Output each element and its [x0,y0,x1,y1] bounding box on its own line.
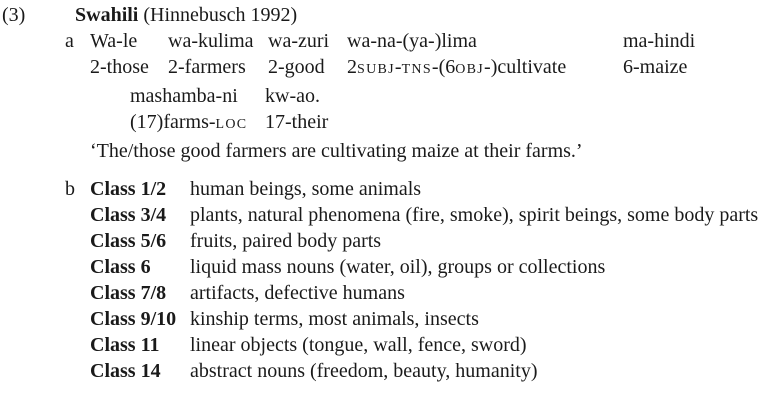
noun-class-description: kinship terms, most animals, insects [190,308,479,330]
gloss-morphemes [130,109,265,138]
interlinear-gloss-table [90,28,695,83]
gloss-object-line [90,28,695,54]
noun-class-row [90,280,766,306]
gloss-word: kw-ao. [265,85,320,107]
noun-class-term: Class 11 [90,334,160,356]
example-item-a [65,28,766,164]
noun-class-description: artifacts, defective humans [190,282,405,304]
gloss-word: ma-hindi [623,30,696,52]
gloss-morphemes: 2-good [268,56,325,78]
gloss-smallcaps-loc: LOC [215,117,248,132]
item-a-body [90,28,766,164]
noun-class-term: Class 14 [90,360,161,382]
gloss-segment: -(6 [431,56,456,78]
item-a-label: a [65,30,74,52]
noun-class-term: Class 9/10 [90,308,177,330]
example-header [75,2,766,28]
gloss-word: wa-na-(ya-)lima [347,30,477,52]
gloss-segment: - [394,56,402,78]
gloss-segment: -)cultivate [484,56,567,78]
gloss-word: mashamba-ni [130,85,238,107]
noun-class-description: fruits, paired body parts [190,230,382,252]
gloss-morphemes: 2-farmers [168,56,246,78]
source-citation: (Hinnebusch 1992) [143,4,298,26]
noun-class-row [90,202,766,228]
noun-class-row [90,358,766,384]
noun-class-term: Class 1/2 [90,178,167,200]
noun-class-row [90,176,766,202]
noun-class-list [90,176,766,384]
gloss-morphemes: 2-those [90,56,149,78]
noun-class-description: linear objects (tongue, wall, fence, sword) [190,334,527,356]
gloss-smallcaps-obj: OBJ [455,62,485,77]
noun-class-term: Class 7/8 [90,282,167,304]
noun-class-description: liquid mass nouns (water, oil), groups or collections [190,256,606,278]
noun-class-row [90,306,766,332]
example-number: (3) [2,4,26,26]
noun-class-row [90,228,766,254]
noun-class-row [90,254,766,280]
language-name: Swahili [75,4,139,26]
interlinear-gloss-continuation [130,83,328,138]
gloss-morpheme-line [130,109,328,138]
gloss-morphemes: 17-their [265,111,329,133]
gloss-word: Wa-le [90,30,138,52]
noun-class-row [90,332,766,358]
gloss-object-line [130,83,328,109]
gloss-segment: 2 [347,56,357,78]
noun-class-description: human beings, some animals [190,178,422,200]
gloss-segment: (17)farms- [130,111,216,133]
gloss-morpheme-line [90,54,695,83]
noun-class-term: Class 5/6 [90,230,167,252]
noun-class-description: abstract nouns (freedom, beauty, humanity) [190,360,538,382]
gloss-smallcaps-subj: SUBJ [357,62,395,77]
noun-class-description: plants, natural phenomena (fire, smoke), spirit beings, some body parts [190,204,759,226]
gloss-word: wa-kulima [168,30,254,52]
noun-class-term: Class 6 [90,256,151,278]
example-item-b [65,176,766,384]
free-translation: ‘The/those good farmers are cultivating maize at their farms.’ [90,140,583,162]
gloss-morphemes [347,54,623,83]
noun-class-term: Class 3/4 [90,204,167,226]
gloss-word: wa-zuri [268,30,330,52]
gloss-morphemes: 6-maize [623,56,688,78]
item-b-label: b [65,178,75,200]
gloss-smallcaps-tns: TNS [401,62,432,77]
